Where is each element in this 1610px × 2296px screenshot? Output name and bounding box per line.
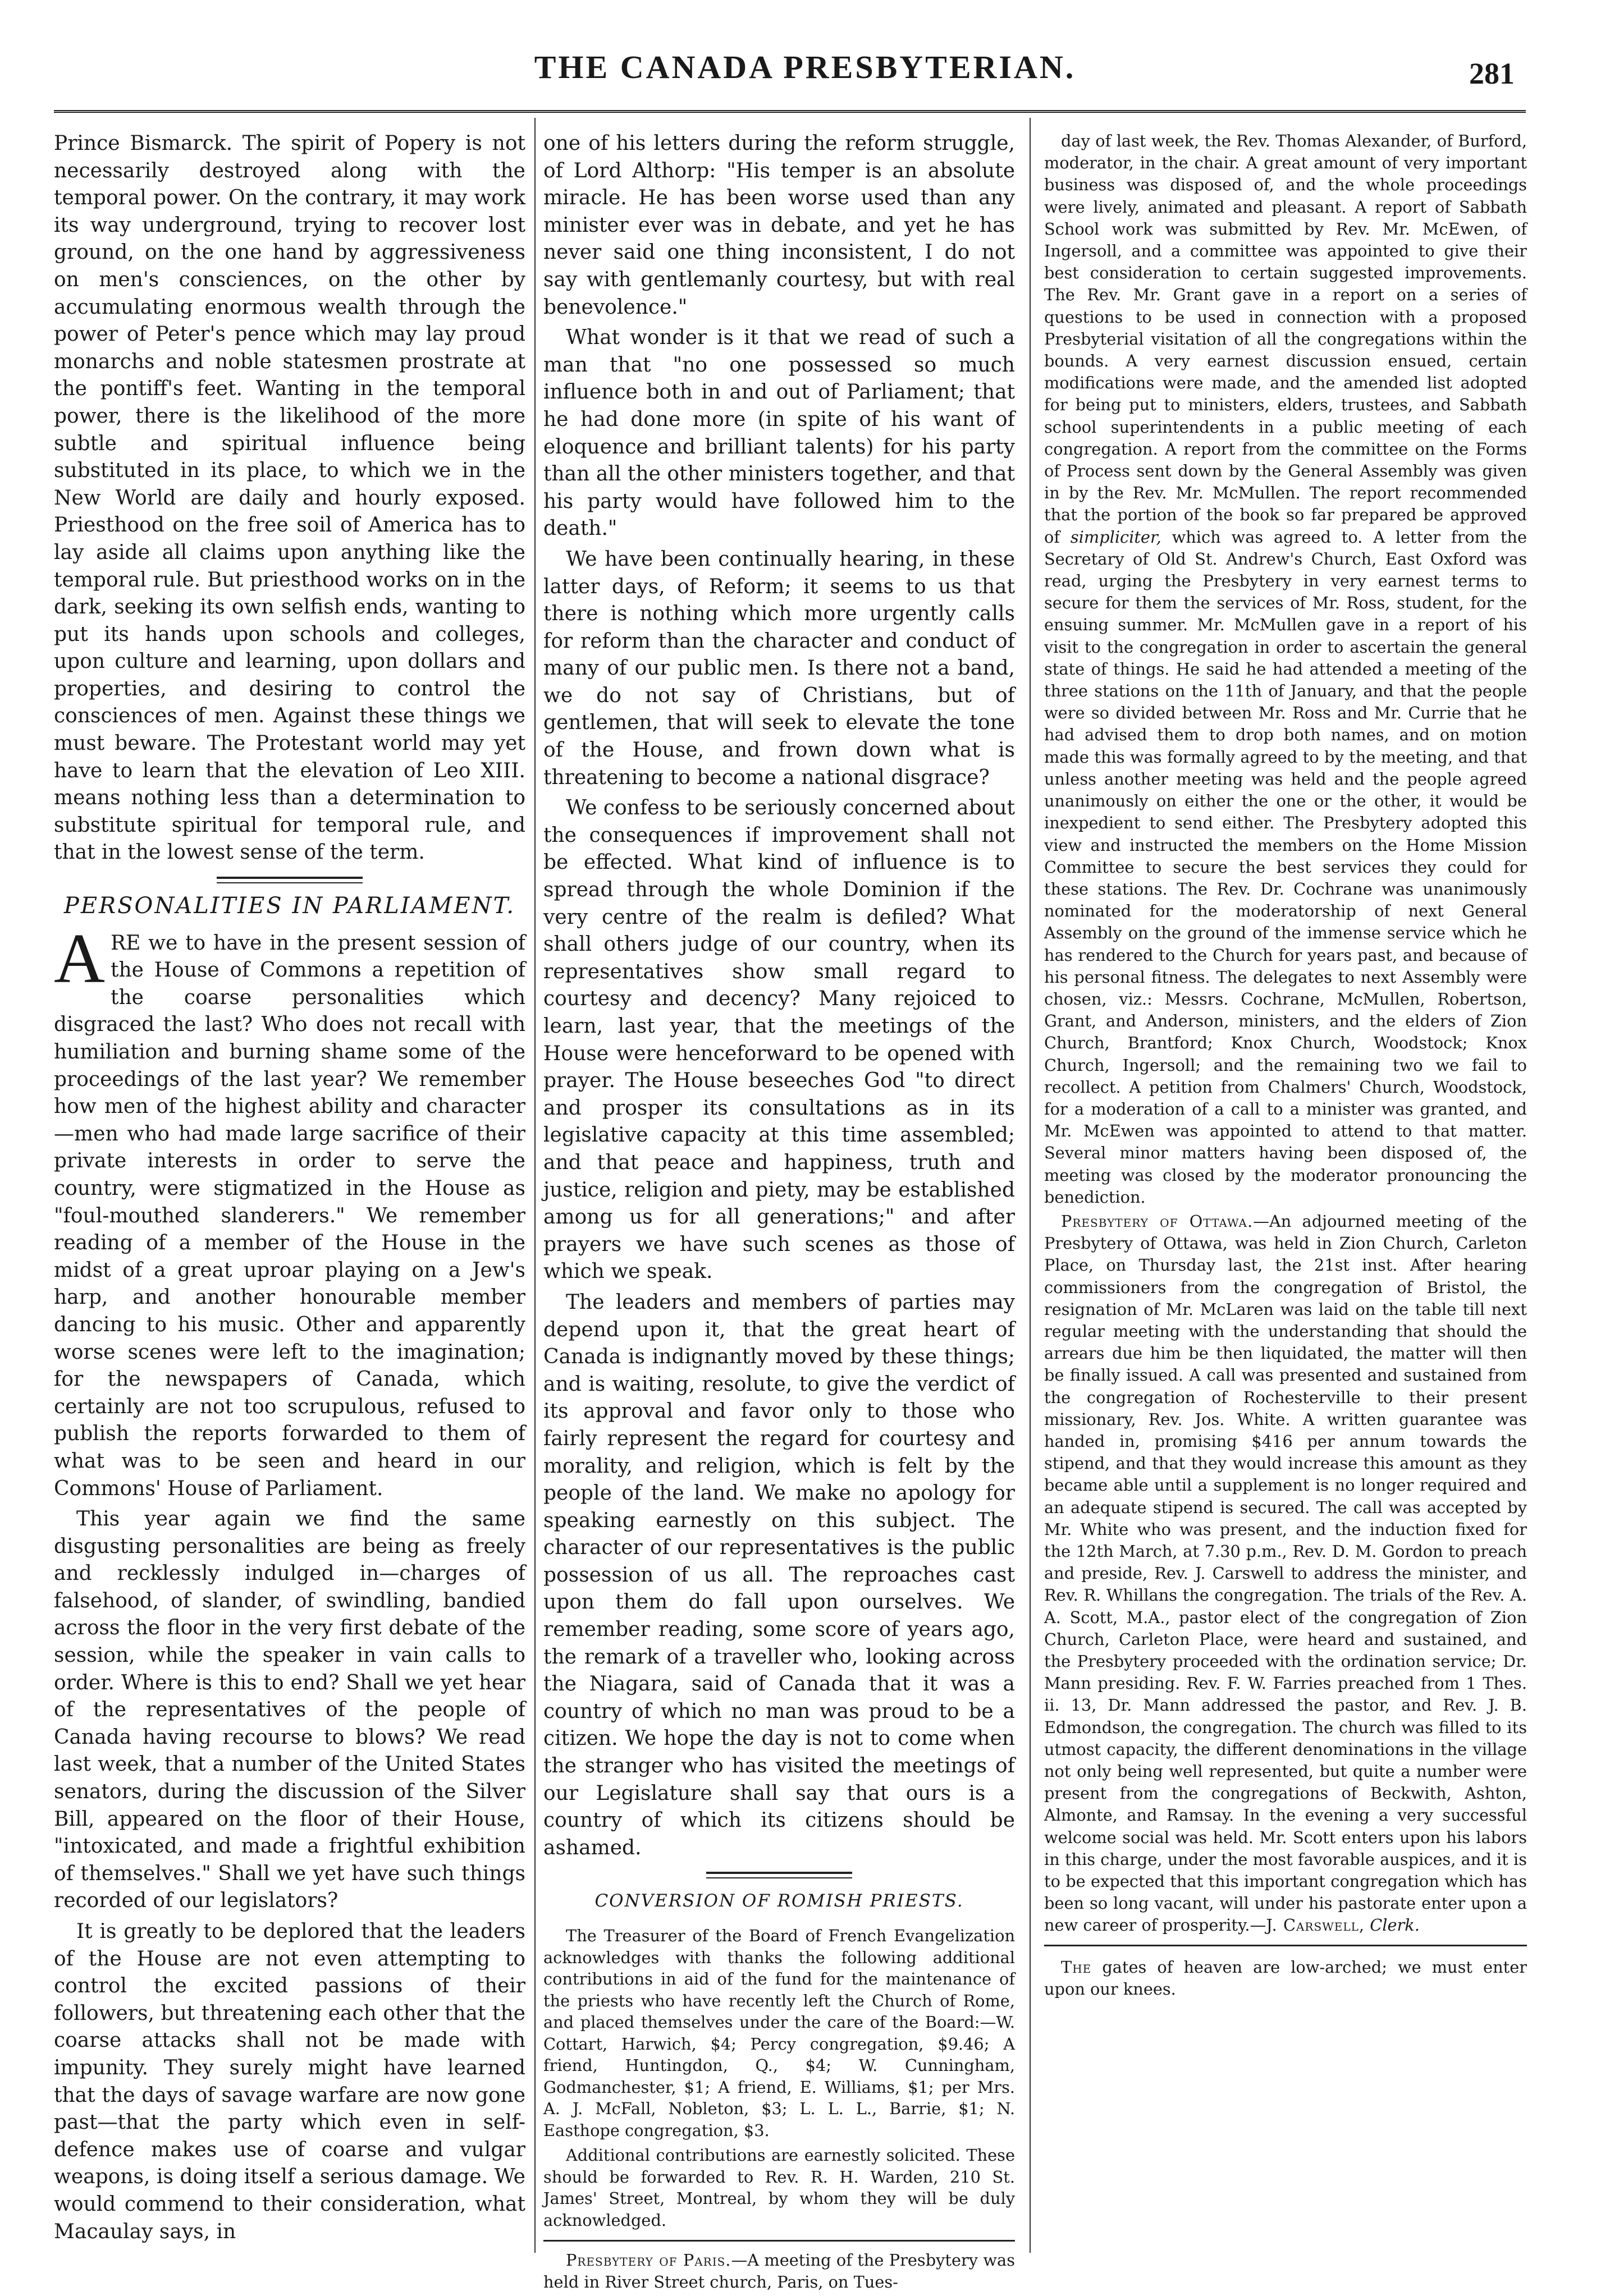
section-title: PERSONALITIES IN PARLIAMENT. <box>63 893 516 919</box>
paragraph: The leaders and members of parties may depend upon it, that the great heart of Canada is indignantly moved by these things; and is waiting, resolute, to give the verdict of its approval and favor only to those who fairly represent the regard for courtesy and morality, and religion, which is felt by the people of the land. We make no apology for speaking earnestly on this subject. The character of our representatives is the public possession of us all. The reproaches cast upon them do fall upon ourselves. We remember reading, some score of years ago, the remark of a traveller who, looking across the Niagara, said of Canada that it was a country of which no man was proud to be a citizen. We hope the day is not to come when the stranger who has visited the meetings of our Legislature shall say that ours is a country of which its citizens should be ashamed. <box>543 1290 1015 1859</box>
paragraph-text: day of last week, the Rev. Thomas Alexander, of Burford, moderator, in the chair. A great amount of very important business was disposed of, and the whole proceedings were lively, animated and pleasant. A report of Sabbath School work was submitted by Rev. Mr. McEwen, of Ingersoll, and a committee was appointed to give their best consideration to certain suggested improvements. The Rev. Mr. Grant gave in a report on a series of questions to be used in connection with a proposed Presbyterial visitation of all the congregations within the bounds. A very earnest discussion ensued, certain modifications were made, and the amended list adopted for being put to ministers, elders, trustees, and Sabbath school superintendents in a public meeting of each congregation. A report from the committee on the Forms of Process sent down by the General Assembly was given in by the Rev. Mr. McMullen. The report recommended that the portion of the book so far prepared be approved of <box>1044 131 1527 547</box>
drop-cap: A <box>54 919 105 998</box>
paragraph <box>1044 1956 1527 2000</box>
section-rule <box>1044 1945 1527 1946</box>
paragraph <box>54 919 525 1502</box>
paragraph-text: —An adjourned meeting of the Presbytery of Ottawa, was held in Zion Church, Carleton Place, on Thursday last, the 21st inst. After hearing commissioners from the congregation of Bristol, the resignation of Mr. McLaren was laid on the table till next regular meeting with the understanding that should the arrears due him be then liquidated, the matter will then be finally issued. A call was presented and sustained from the congregation of Rochesterville to their present missionary, Rev. Jos. White. A written guarantee was handed in, promising $416 per annum towards the stipend, and that they would increase this amount as they became able until a supplement is no longer required and an adequate stipend is secured. The call was accepted by Mr. White who was present, and the induction fixed for the 12th March, at 7.30 p.m., Rev. D. M. Gordon to preach and preside, Rev. J. Carswell to address the minister, and Rev. R. Whillans the congregation. The trials of the Rev. A. A. Scott, M.A., pastor elect of the congregation of Zion Church, Carleton Place, were heard and sustained, and the Presbytery proceeded with the ordination service; Dr. Mann presiding. Rev. F. W. Farries preached from 1 Thes. ii. 13, Dr. Mann addressed the pastor, and Rev. J. B. Edmondson, the congregation. The church was filled to its utmost capacity, the different denominations in the village not only being well represented, but quite a number were present from the congregations of Beckwith, Ashton, Almonte, and Ramsay. In the evening a very successful welcome social was held. Mr. Scott enters upon his labors in this charge, under the most favorable auspices, and it is to be expected that this important congregation which has been so long vacant, will under his pastorate enter upon a new career of prosperity.— <box>1044 1211 1527 1935</box>
header-rule <box>54 110 1526 115</box>
paragraph: The Treasurer of the Board of French Evangelization acknowledges with thanks the following additional contributions in aid of the fund for the maintenance of the priests who have recently left the Church of Rome, and placed themselves under the care of the Board:—W. Cottart, Harwich, $4; Percy congregation, $9.46; A friend, Huntingdon, Q., $4; W. Cunningham, Godmanchester, $1; A friend, E. Williams, $1; per Mrs. A. J. McFall, Nobleton, $3; L. L. L., Barrie, $1; N. Easthope congregation, $3. <box>543 1926 1015 2140</box>
column-1 <box>54 130 525 2249</box>
section-rule <box>543 2240 1015 2242</box>
paragraph: We have been continually hearing, in these latter days, of Reform; it seems to us that there is nothing which more urgently calls for reform than the character and conduct of many of our public men. Is there not a band, we do not say of Christians, but of gentlemen, that will seek to elevate the tone of the House, and frown down what is threatening to become a national disgrace? <box>543 547 1015 789</box>
section-separator <box>217 877 363 883</box>
paragraph-text: RE we to have in the present session of the House of Commons a repetition of the coarse personalities which disgraced the last? Who does not recall with humiliation and burning shame some of the proceedings of the last year? We remember how men of the highest ability and character—men who had made large sacrifice of their private interests in order to serve the country, were stigmatized in the House as "foul-mouthed slanderers." We remember reading of a member of the House in the midst of a great uproar playing on a Jew's harp, and another honourable member dancing to his music. Other and apparently worse scenes were left to the imagination; for the newspapers of Canada, which certainly are not too scrupulous, refused to publish the reports forwarded to them of what was to be seen and heard in our Commons' House of Parliament. <box>54 931 525 1500</box>
paragraph-text: —A meeting of the Presbytery was held in River Street church, Paris, on Tues- <box>543 2251 1015 2292</box>
section-title: CONVERSION OF ROMISH PRIESTS. <box>594 1891 964 1912</box>
signature: J. Carswell, <box>1266 1915 1365 1935</box>
paragraph: one of his letters during the reform struggle, of Lord Althorp: "His temper is an absolute miracle. He has been worse used than any minister ever was in debate, and yet he has never said one thing inconsistent, I do not say with gentlemanly courtesy, but with real benevolence." <box>543 132 1015 319</box>
paragraph: We confess to be seriously concerned about the consequences if improvement shall not be effected. What kind of influence is to spread through the whole Dominion if the very centre of the realm is defiled? What shall others judge of our country, when its representatives show small regard to courtesy and decency? Many rejoiced to learn, last year, that the meetings of the House were henceforward to be opened with prayer. The House beseeches God "to direct and prosper its consultations as in its legislative capacity at this time assembled; and that peace and happiness, truth and justice, religion and piety, may be established among us for all generations;" and after prayers we have such scenes as those of which we speak. <box>543 796 1015 1284</box>
paragraph-text: which was agreed to. A letter from the Secretary of Old St. Andrew's Church, East Oxford was read, urging the Presbytery in very earnest terms to secure for them the services of Mr. Ross, student, for the ensuing summer. Mr. McMullen gave in a report of his visit to the congregation in order to ascertain the general state of things. He said he had attended a meeting of the three stations on the 11th of January, and that the people were so divided between Mr. Ross and Mr. Currie that he had advised them to drop both names, and on motion made this was formally agreed to by the meeting, and that unless another meeting was held and the people agreed unanimously on either the one or the other, it would be inexpedient to send either. The Presbytery adopted this view and instructed the members on the Home Mission Committee to secure the best services they could for these stations. The Rev. Dr. Cochrane was unanimously nominated for the moderatorship of next General Assembly on the ground of the immense service which he has rendered to the Church for years past, and because of his personal fitness. The delegates to next Assembly were chosen, viz.: Messrs. Cochrane, McMullen, Robertson, Grant, and Anderson, ministers, and the elders of Zion Church, Brantford; Knox Church, Woodstock; Knox Church, Ingersoll; and the remaining two we fail to recollect. A petition from Chalmers' Church, Woodstock, for a moderation of a call to a minister was granted, and Mr. McEwen was appointed to attend to that matter. Several minor matters having been disposed of, the meeting was closed by the moderator pronouncing the benediction. <box>1044 527 1527 1207</box>
signature-title: Clerk. <box>1370 1915 1420 1935</box>
column-rule <box>534 118 536 2253</box>
paragraph-lead: Presbytery of Ottawa. <box>1061 1211 1254 1231</box>
paragraph: It is greatly to be deplored that the leaders of the House are not even attempting to control the excited passions of their followers, but threatening each other that the coarse attacks shall not be made with impunity. They surely might have learned that the days of savage warfare are now gone past—that the party which even in self-defence makes use of coarse and vulgar weapons, is doing itself a serious damage. We would commend to their consideration, what Macaulay says, in <box>54 1920 525 2243</box>
paragraph-lead: The <box>1061 1957 1092 1977</box>
paragraph <box>1044 130 1527 1208</box>
paragraph-text: gates of heaven are low-arched; we must enter upon our knees. <box>1044 1957 1527 1999</box>
paragraph: Additional contributions are earnestly solicited. These should be forwarded to Rev. R. H. Warden, 210 St. James' Street, Montreal, by whom they will be duly acknowledged. <box>543 2146 1015 2230</box>
running-title: THE CANADA PRESBYTERIAN. <box>534 49 1076 85</box>
column-3 <box>1044 130 1527 2002</box>
paragraph <box>543 2249 1015 2293</box>
page-number: 281 <box>1469 57 1515 90</box>
paragraph-italic: simpliciter, <box>1070 527 1161 547</box>
section-separator <box>706 1872 852 1878</box>
paragraph: Prince Bismarck. The spirit of Popery is not necessarily destroyed along with the temporal power. On the contrary, it may work its way underground, trying to recover lost ground, on the one hand by aggressiveness on men's consciences, on the other by accumulating enormous wealth through the power of Peter's pence which may lay proud monarchs and noble statesmen prostrate at the pontiff's feet. Wanting in the temporal power, there is the likelihood of the more subtle and spiritual influence being substituted in its place, to which we in the New World are daily and hourly exposed. Priesthood on the free soil of America has to lay aside all claims upon anything like the temporal rule. But priesthood works on in the dark, seeking its own selfish ends, wanting to put its hands upon schools and colleges, upon culture and learning, upon dollars and properties, and desiring to control the consciences of men. Against these things we must beware. The Protestant world may yet have to learn that the elevation of Leo XIII. means nothing less than a determination to substitute spiritual for temporal rule, and that in the lowest sense of the term. <box>54 132 525 864</box>
column-2 <box>543 130 1015 2296</box>
paragraph: What wonder is it that we read of such a man that "no one possessed so much influence both in and out of Parliament; that he had done more (in spite of his want of eloquence and brilliant talents) for his party than all the other ministers together, and that his party would have followed him to the death." <box>543 326 1015 540</box>
paragraph-lead: Presbytery of Paris. <box>566 2251 731 2270</box>
paragraph: This year again we find the same disgusting personalities are being as freely and recklessly indulged in—charges of falsehood, of slander, of swindling, bandied across the floor in the very first debate of the session, while the speaker in vain calls to order. Where is this to end? Shall we yet hear of the representatives of the people of Canada having recourse to blows? We read last week, that a number of the United States senators, during the discussion of the Silver Bill, appeared on the floor of their House, "intoxicated, and made a frightful exhibition of themselves." Shall we yet have such things recorded of our legislators? <box>54 1507 525 1913</box>
column-rule <box>1030 118 1031 2253</box>
page-header <box>0 0 1610 112</box>
paragraph <box>1044 1211 1527 1937</box>
